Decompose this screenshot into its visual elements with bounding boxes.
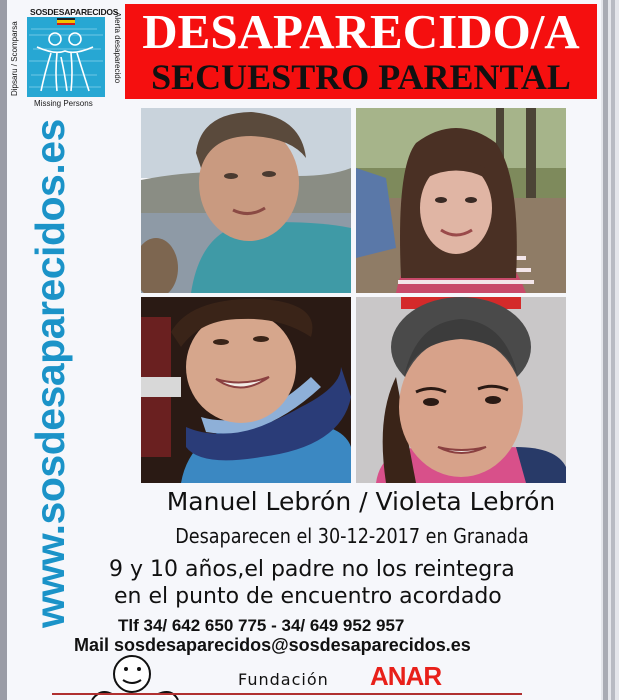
logo-bottom-label: Missing Persons xyxy=(34,99,93,108)
logo-figures-icon xyxy=(27,17,105,97)
photo-violeta-1 xyxy=(356,108,566,293)
fundacion-label: Fundación xyxy=(238,670,329,689)
logo-top-label: SOSDESAPARECIDOS xyxy=(30,7,119,17)
logo-side-left-label: Dipsaru / Scomparsa xyxy=(10,21,19,96)
sosdesaparecidos-logo xyxy=(10,0,122,110)
left-frame-bar xyxy=(0,0,7,700)
logo-side-right-label: Alerta desaparecido xyxy=(113,12,122,84)
right-frame-bar xyxy=(601,0,619,700)
anar-logo: ANAR xyxy=(370,661,442,691)
vertical-website-url: www.sosdesaparecidos.es xyxy=(27,119,73,628)
poster-subtitle: SECUESTRO PARENTAL xyxy=(151,57,571,97)
disappearance-date: Desaparecen el 30-12-2017 en Granada xyxy=(175,524,529,548)
contact-phone: Tlf 34/ 642 650 775 - 34/ 649 952 957 xyxy=(118,616,405,635)
poster-header xyxy=(125,4,597,99)
footer-divider xyxy=(52,693,522,695)
poster-title: DESAPARECIDO/A xyxy=(142,4,580,59)
photo-manuel-2 xyxy=(141,297,351,483)
contact-email: Mail sosdesaparecidos@sosdesaparecidos.es xyxy=(74,635,471,655)
photo-violeta-2 xyxy=(356,297,566,483)
missing-names: Manuel Lebrón / Violeta Lebrón xyxy=(166,487,556,516)
photo-manuel-1 xyxy=(141,108,351,293)
description-line-1: 9 y 10 años,el padre no los reintegra xyxy=(109,557,515,582)
description-line-2: en el punto de encuentro acordado xyxy=(114,584,502,609)
